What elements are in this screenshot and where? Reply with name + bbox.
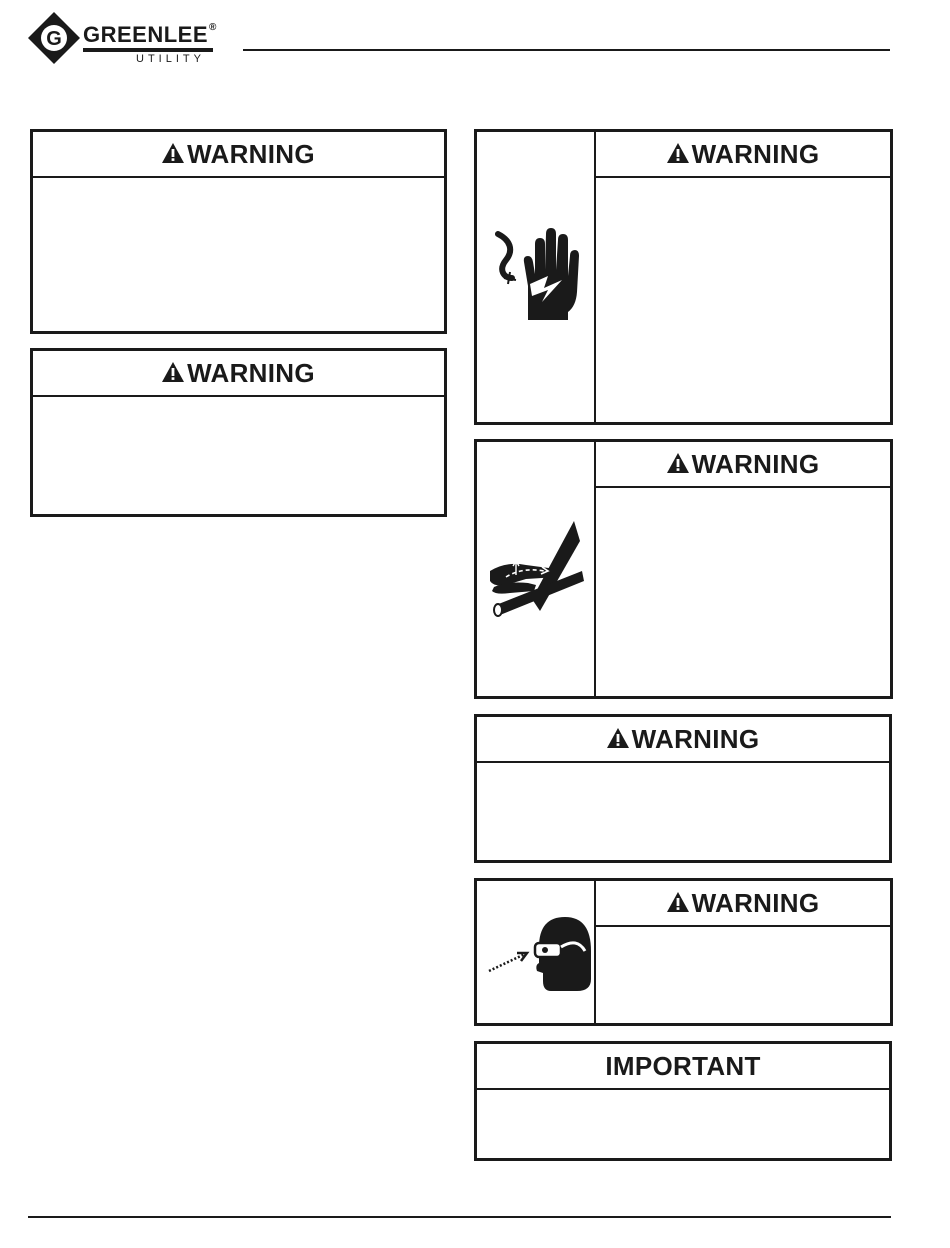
warning-box [474,714,892,863]
warning-body [596,927,890,1023]
brand-underline [83,48,213,52]
warning-header [33,132,444,178]
warning-content [596,132,890,422]
warning-triangle-icon [162,143,184,163]
warning-title: WARNING [187,138,315,169]
warning-box [30,129,447,334]
warning-title: WARNING [187,357,315,388]
pictogram-panel [477,442,596,696]
warning-box-injection [474,439,893,699]
safety-goggles-head-icon [481,907,591,997]
important-body [477,1090,889,1158]
warning-body [33,397,444,514]
warning-triangle-icon [667,143,689,163]
brand-subtitle: UTILITY [136,53,205,65]
warning-header [477,717,889,763]
warning-body [477,763,889,860]
important-box [474,1041,892,1161]
warning-box-eye-protection [474,878,893,1026]
greenlee-logo [28,12,228,66]
electric-shock-hand-icon [488,222,584,332]
svg-text:G: G [46,28,62,50]
warning-content [596,442,890,696]
warning-header [596,881,890,927]
warning-triangle-icon [607,728,629,748]
warning-body [596,178,890,422]
pictogram-panel [477,881,596,1023]
warning-triangle-icon [667,453,689,473]
warning-title: WARNING [691,138,820,169]
warning-triangle-icon [667,892,689,912]
important-header [477,1044,889,1090]
warning-content [596,881,890,1023]
warning-header [33,351,444,397]
warning-title: WARNING [631,723,760,754]
hydraulic-injection-hand-icon [486,519,586,619]
header-rule [243,49,890,51]
pictogram-panel [477,132,596,422]
warning-title: WARNING [691,887,820,918]
warning-header [596,442,890,488]
warning-header [596,132,890,178]
warning-body [33,178,444,331]
brand-name: GREENLEE® [83,22,217,47]
footer-rule [28,1216,891,1218]
warning-box [30,348,447,517]
warning-title: WARNING [691,448,820,479]
important-title: IMPORTANT [605,1050,761,1081]
warning-triangle-icon [162,362,184,382]
warning-body [596,488,890,696]
warning-box-electric-shock [474,129,893,425]
